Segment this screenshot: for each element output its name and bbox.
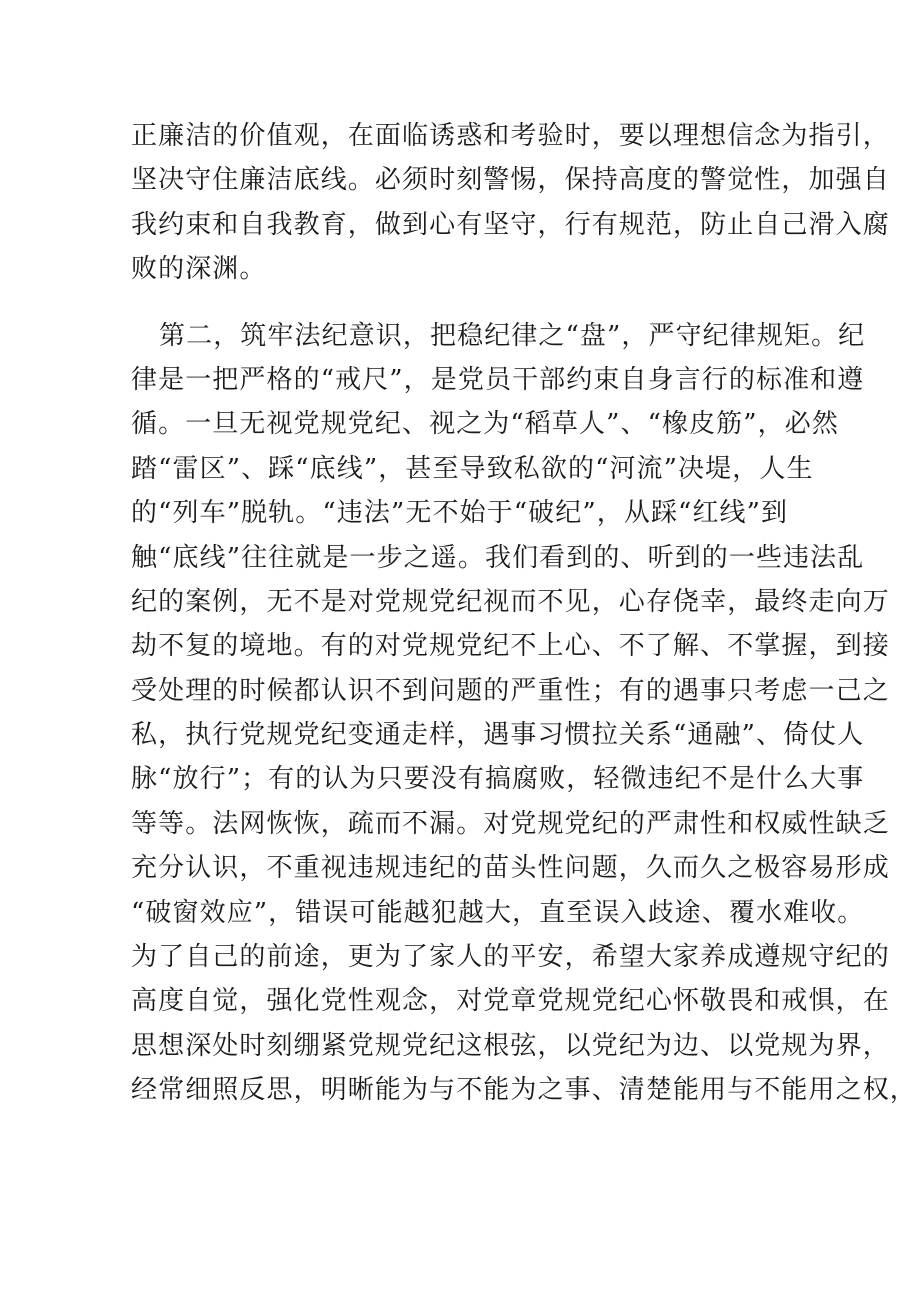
paragraph-2-first-line: 第二，筑牢法纪意识，把稳纪律之“盘”，严守纪律规矩。纪 [159,320,866,351]
paragraph-2-line: 等等。法网恢恢，疏而不漏。对党规党纪的严肃性和权威性缺乏 [131,808,890,839]
paragraph-2-line: 经常细照反思，明晰能为与不能为之事、清楚能用与不能用之权， [131,1075,917,1106]
paragraph-2-line: 循。一旦无视党规党纪、视之为“稻草人”、“橡皮筋”，必然 [131,409,839,440]
paragraph-2-line: 脉“放行”；有的认为只要没有搞腐败，轻微违纪不是什么大事 [131,764,865,795]
paragraph-2 [131,314,917,1113]
paragraph-2-line: 劫不复的境地。有的对党规党纪不上心、不了解、不掌握，到接 [131,631,890,662]
paragraph-2-line: 触“底线”往往就是一步之遥。我们看到的、听到的一些违法乱 [131,542,865,573]
paragraph-1-line: 败的深渊。 [131,254,267,285]
paragraph-2-line: 高度自觉，强化党性观念，对党章党规党纪心怀敬畏和戒惧，在 [131,986,890,1017]
paragraph-1-line: 坚决守住廉洁底线。必须时刻警惕，保持高度的警觉性，加强自 [131,165,890,196]
paragraph-2-line: 的“列车”脱轨。“违法”无不始于“破纪”，从踩“红线”到 [131,498,789,529]
paragraph-2-line: 私，执行党规党纪变通走样，遇事习惯拉关系“通融”、倚仗人 [131,720,865,751]
paragraph-2-line: 踏“雷区”、踩“底线”，甚至导致私欲的“河流”决堤，人生 [131,453,814,484]
paragraph-1-line: 正廉洁的价值观，在面临诱惑和考验时，要以理想信念为指引， [131,121,890,151]
paragraph-1 [131,114,890,292]
paragraph-gap [131,292,811,314]
paragraph-2-line: 思想深处时刻绷紧党规党纪这根弦，以党纪为边、以党规为界， [131,1030,890,1061]
paragraph-1-line: 我约束和自我教育，做到心有坚守，行有规范，防止自己滑入腐 [131,209,890,240]
paragraph-2-line: 纪的案例，无不是对党规党纪视而不见，心存侥幸，最终走向万 [131,586,890,617]
document-body [131,114,917,1113]
paragraph-2-line: 充分认识，不重视违规违纪的苗头性问题，久而久之极容易形成 [131,853,890,884]
paragraph-2-line: 受处理的时候都认识不到问题的严重性；有的遇事只考虑一己之 [131,675,890,706]
paragraph-2-line: 为了自己的前途，更为了家人的平安，希望大家养成遵规守纪的 [131,942,890,973]
paragraph-2-line: “破窗效应”，错误可能越犯越大，直至误入歧途、覆水难收。 [131,897,865,928]
paragraph-2-line: 律是一把严格的“戒尺”，是党员干部约束自身言行的标准和遵 [131,364,865,395]
